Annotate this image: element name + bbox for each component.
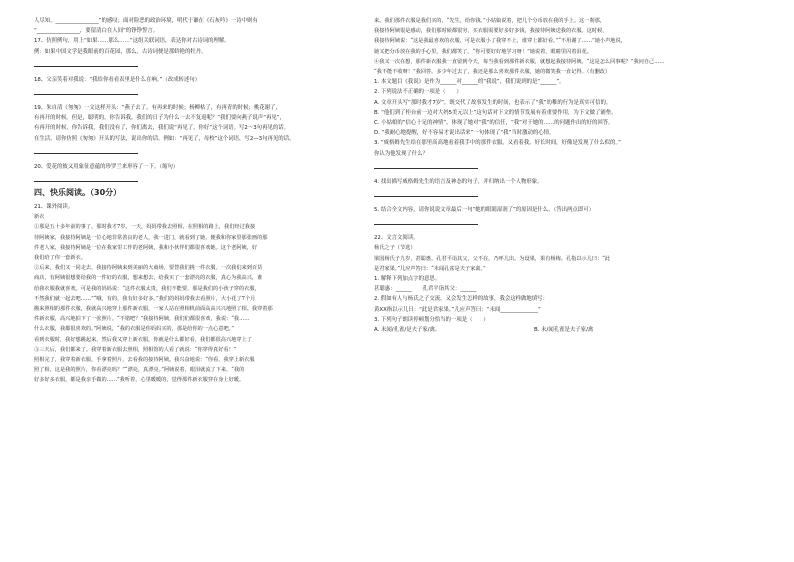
classical-text-line: 梁国杨氏子九岁，甚聪惠。孔君平诣其父，父不在，乃呼儿出。为设果，果有杨梅。孔指以示儿曰：“此 [374, 255, 611, 262]
classical-question-3-options [374, 325, 766, 335]
question-21-label: 21、课外阅读。 [34, 204, 74, 211]
option-a[interactable]: A. 文章开头写“那时我才7岁”，既交代了故事发生的时间，也表示了“我”幼稚的行为是真实可信的。 [374, 99, 612, 106]
passage-line: 照相完了，我穿着新衣服，手拿着照片，去看我的接待阿姨。我兴奋地说：“你看，我穿上新衣服 [34, 357, 255, 364]
passage-line: 商店，有阿姨很想要给我的一件好的衣服，想来想去，给我买了一套漂亮的衣服，真心为我高兴，谁 [34, 275, 263, 282]
answer-line-19[interactable] [34, 146, 138, 154]
passage-title: 新衣 [34, 214, 45, 221]
option-c[interactable]: C. 小姑娘的“信心十足的神情”，体现了她对“我”的信任，“我”对于她的……的问题作出的好的回答。 [374, 120, 614, 127]
question-22-label: 22、文言文阅读。 [374, 235, 419, 242]
classical-text-line: 是君家果。”儿应声答曰：“未闻孔雀是夫子家禽。” [374, 265, 486, 272]
question-19-line-2: 有再开的时候。但是，聪明的，你告诉我，我们的日子为什么一去不复返呢？”我们要向燕子说声“再见”， [34, 115, 285, 122]
classical-question-2: 2. 假如有人与杨氏之子交流，又会发生怎样的故事，我会这样做地填写： [374, 296, 548, 303]
option-a[interactable]: A. 未闻/孔雀/是夫子家/禽。 [374, 327, 441, 334]
classical-question-1: 1. 解释下列加点字的意思。 [374, 276, 441, 283]
option-b[interactable]: B. 未/闻孔雀是夫子家/禽 [534, 327, 594, 334]
passage-continued-line: 我接待阿姨很是感动，我们那时候都很穷，买衣服需要好多好多钱，我接待阿姨送我的衣服。这时候， [374, 28, 608, 35]
passage-line: 好多好多衣服，都是我亲手做的……”我听着，心里暖暖的，觉得那件新衣服穿在身上好暖。 [34, 377, 245, 384]
answer-line-17[interactable] [34, 59, 138, 67]
classical-question-2-item: 黄XX指以示儿曰：“此是君家果。”儿应声答曰：“未闻______________” [374, 306, 541, 313]
answer-line-18[interactable] [34, 87, 138, 95]
passage-line: 件老人家，我接待阿姨是一位在我家里工作的老阿姨，我和小伙伴们都很喜欢她。这个老阿姨，好 [34, 244, 258, 251]
passage-line: ②后来，我们又一同走去，我接待阿姨来到美丽的大商场，要替我们挑一件衣服。一次我们来到百货 [34, 265, 263, 272]
question-19-line-3: 有再开的时候，你告诉我，我们没有了，你们离去，我们说“再见了，你好”这个词语。写2～3句再见的话。 [34, 125, 290, 132]
reading-question-4: 4. 找出描写威格姆先生的语言及神态的句子，并归纳出一个人物形象。 [374, 178, 543, 185]
answer-line-q5[interactable] [374, 217, 478, 225]
passage-line: 给我衣服我就喜欢。可是我的妈妈说：“这件衣服太贵，我们不能要，那是我们的小孩子穿的衣服， [34, 285, 260, 292]
reading-question-5: 5. 结合全文内容，请你说说文章最后一句“她的眼睛湿润了”的原因是什么。（答出两点即可） [374, 207, 594, 214]
answer-line-q4[interactable] [374, 189, 478, 197]
right-column [374, 16, 766, 335]
passage-line: 看到衣服时，我好想跳起来，然后我又穿上新衣服，你就是什么都好看，我们都很高兴地穿上了 [34, 336, 252, 343]
passage-line: ①那是五十多年前的事了，那时我才7岁。一天，妈妈带我去照相，在照相的路上，我们经过我接 [34, 224, 256, 231]
answer-line-20[interactable] [34, 174, 138, 182]
passage-continued-line: 来。我们那件衣服是我们买的，“先生，给你钱。”小姑娘说着，把几个分币放在我的手上。这一刹那， [374, 18, 605, 24]
poem-line-2: “________________，要留清白在人间”的铮铮誓言。 [34, 28, 159, 35]
answer-line-q3[interactable] [374, 161, 478, 169]
question-17-example: 例：如果中国文学是我眼前的百花园，那么，古诗词便是那娇艳的牡丹。 [34, 48, 207, 55]
passage-line: 待阿姨家，我接待阿姨是一位心地非常善良的老人，我一进门，就看到了她，便我和你家里那张画的那 [34, 234, 268, 241]
passage-line: 什么衣服，我都很喜欢的。”阿姨说，“我的衣服是你妈妈买的，那是给你的一点心意吧。” [34, 326, 234, 333]
classical-question-3: 3. 下列句子朗读停顿划分恰当的一项是（ ） [374, 316, 489, 323]
poem-line-1: 人尽知，________________”的感叹；面对险恶的政治环境，明代于谦在《石灰吟》一诗中则有 [34, 18, 258, 24]
left-column [34, 16, 369, 386]
passage-continued-line: ④我又一次在想，那件新衣服我一直留到今天，每当我看到那件新衣服，就想起我接待阿姨。“这是怎么回事呢？”我问自己…… [374, 58, 665, 65]
passage-line: 我们给了你一套新衣。 [34, 255, 86, 262]
option-b[interactable]: B. “他们到了柜台前一边对大妈5美元以上”这句话对下文的情节发展有着重要作用，为下文做了铺垫。 [374, 109, 617, 116]
reading-question-1: 1. 本文题目《我说》是作为______对______的“我说”，我们说到的是“______”。 [374, 79, 565, 86]
passage-line: 搬来照相的那件衣服，我就高兴地穿上那件新衣服，一家人站在照相机前面高高兴兴地照了相。我穿着那 [34, 306, 273, 313]
question-18: 18、父亲笑着对我说：“我给你看看表里是什么在响。”（改成转述句） [34, 76, 201, 83]
reading-question-2: 2. 下列说法不正确的一项是（ ） [374, 89, 462, 96]
question-19-line-1: 19、朱自清《匆匆》一文这样开头：“燕子去了，有再来的时候；杨柳枯了，有再青的时候；桃花谢了， [34, 105, 281, 112]
question-20: 20、爱花的彼又用象征意蕴的珍罗兰来形容了一下。（缩句） [34, 163, 179, 170]
passage-ending: “我不能不收呀！”我回答。多少年过去了，我还是那么喜欢那件衣服，她的微笑我一直记得。（有删改） [374, 69, 611, 76]
reading-question-3-line-1: 3. “威格姆先生给在那里高高地看着我手中的那件衣服，又看着我，好长时间，好像是发现了什么似的。” [374, 140, 621, 147]
section-4-heading: 四、快乐阅读。（30分） [34, 188, 122, 198]
passage-continued-line: 她又把分币放在我的手心里，我们都笑了。“你可要好好地学习呀！”她说着，眼睛里闪着泪花。 [374, 48, 592, 55]
question-17: 17、仿照例句，用上“如果……那么……”这组关联词语，表达你对古诗词的理解。 [34, 38, 230, 45]
option-d[interactable]: D. “我耐心地提醒，好不容易才说出话来”一句体现了“我”当时激动的心情。 [374, 130, 555, 137]
question-19-line-4: 在生活，请你仿照《匆匆》开头的写法，说出你的话。例如：“再见了，母校”这个词语，写2—3句再见的话。 [34, 135, 295, 142]
passage-continued-line: 我接待阿姨说：“这是我最喜欢的衣服，可是衣服小了我穿不上，谁穿上都好看。”“不用谢了……”她小声地说， [374, 38, 626, 45]
reading-question-3-line-2: 你认为他发现了什么？ [374, 150, 428, 157]
passage-line: 件新衣服，高兴地拍下了一张照片。“不错吧？”我接待阿姨，我们们都很喜欢，我说：“我…… [34, 316, 250, 323]
passage-line: 不然我们就一起去吧……”“哦，有的，我有好多好多。”我们的妈妈带我去看照片，大小花了7个月 [34, 295, 256, 302]
classical-title: 杨氏之子（节选） [374, 245, 416, 252]
passage-line: ③三天后，我们都来了。我穿着新衣服去照相，照相馆的人看了就说：“你穿得真好看！” [34, 346, 237, 353]
classical-question-1-item: 甚聪惠：______ 孔君平诣其父：______ [374, 286, 477, 293]
passage-line: 照了相，这是我的照片，你看漂亮吗？”“漂亮，真漂亮。”阿姨说着，眼泪就流了下来，“我的 [34, 367, 245, 374]
